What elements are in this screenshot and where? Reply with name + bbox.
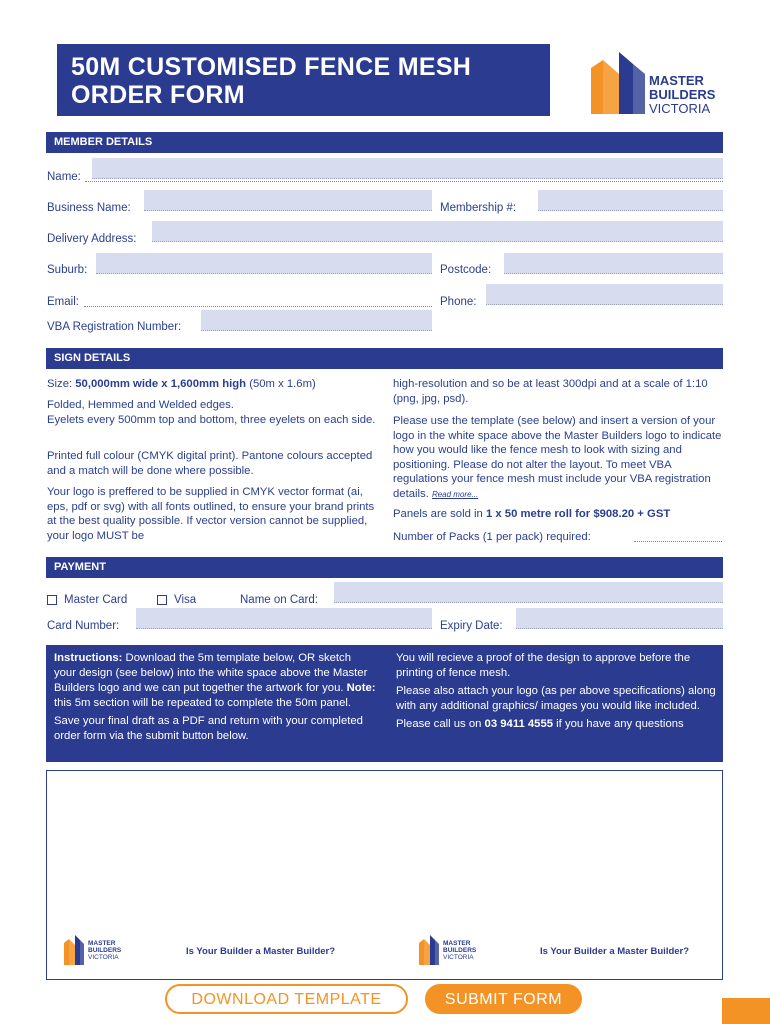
download-template-button[interactable]: DOWNLOAD TEMPLATE: [165, 984, 408, 1014]
packs-label: Number of Packs (1 per pack) required:: [393, 531, 591, 543]
instructions-text: Instructions: Download the 5m template below, OR sketch your design (see below) into the white space above the Master Builders logo and we can put together the artwork for you. Note: this 5m section will be repeated to complete the 50m panel. Save your final draft as a PDF and return with your completed order form via the submit button below.: [54, 652, 376, 742]
visa-label: Visa: [174, 594, 197, 606]
delivery-address-label: Delivery Address:: [47, 233, 137, 245]
name-on-card-input[interactable]: [334, 582, 723, 603]
vba-input[interactable]: [201, 310, 432, 331]
phone-label: Phone:: [440, 296, 477, 308]
size-text: Size: 50,000mm wide x 1,600mm high (50m x 1.6m): [47, 378, 316, 390]
logo-mark-icon: [63, 934, 85, 966]
name-on-card-label: Name on Card:: [240, 594, 318, 606]
instructions-panel: [46, 645, 723, 762]
tagline-right: Is Your Builder a Master Builder?: [540, 946, 690, 957]
email-label: Email:: [47, 296, 79, 308]
mini-logo-right: MASTER BUILDERS VICTORIA: [418, 934, 488, 970]
template-instructions-text: Please use the template (see below) and insert a version of your logo in the white space above the Master Builders logo to indicate how you would like the fence mesh to look with sizing and positioning. Please do not alter the layout. To meet VBA regulations your fence mesh must include your VBA registration details. Read more...: [393, 415, 722, 500]
name-input[interactable]: [92, 158, 723, 179]
postcode-input[interactable]: [504, 253, 723, 274]
master-builders-logo: MASTER BUILDERS VICTORIA: [589, 50, 729, 120]
eyelets-text: Eyelets every 500mm top and bottom, three eyelets on each side.: [47, 414, 376, 426]
sign-details-heading: SIGN DETAILS: [46, 348, 723, 369]
title-banner: [57, 44, 550, 116]
colour-text: Printed full colour (CMYK digital print). Pantone colours accepted and a match will be done where possible.: [47, 450, 373, 477]
page-title: 50M CUSTOMISED FENCE MESH ORDER FORM: [71, 53, 472, 109]
name-label: Name:: [47, 171, 81, 183]
packs-input[interactable]: [634, 541, 722, 542]
delivery-address-input[interactable]: [152, 221, 723, 242]
panels-text: Panels are sold in 1 x 50 metre roll for $908.20 + GST: [393, 508, 671, 520]
suburb-input[interactable]: [96, 253, 432, 274]
resolution-text: high-resolution and so be at least 300dpi and at a scale of 1:10 (png, jpg, psd).: [393, 378, 708, 405]
logo-format-text: Your logo is preffered to be supplied in CMYK vector format (ai, eps, pdf or svg) with all fonts outlined, to ensure your brand prints at the best quality possible. If vector version cannot be supplied, your logo MUST be: [47, 486, 375, 542]
membership-label: Membership #:: [440, 202, 517, 214]
business-name-label: Business Name:: [47, 202, 131, 214]
corner-accent: [722, 998, 770, 1024]
read-more-link[interactable]: Read more...: [431, 489, 479, 499]
proof-info-text: You will recieve a proof of the design to approve before the printing of fence mesh. Please also attach your logo (as per above specifications) along with any additional graphics/ images you would like included. Please call us on 03 9411 4555 if you have any questions: [396, 652, 716, 730]
tagline-left: Is Your Builder a Master Builder?: [186, 946, 336, 957]
logo-mark-icon: [418, 934, 440, 966]
vba-label: VBA Registration Number:: [47, 321, 182, 333]
member-details-heading: MEMBER DETAILS: [46, 132, 723, 153]
card-number-input[interactable]: [136, 608, 432, 629]
membership-input[interactable]: [538, 190, 723, 211]
visa-checkbox[interactable]: [157, 595, 167, 605]
business-name-input[interactable]: [144, 190, 432, 211]
card-number-label: Card Number:: [47, 620, 120, 632]
mastercard-checkbox[interactable]: [47, 595, 57, 605]
payment-heading: PAYMENT: [46, 557, 723, 578]
mini-logo-left: MASTER BUILDERS VICTORIA: [63, 934, 133, 970]
expiry-date-label: Expiry Date:: [440, 620, 503, 632]
postcode-label: Postcode:: [440, 264, 492, 276]
phone-input[interactable]: [486, 284, 723, 305]
suburb-label: Suburb:: [47, 264, 88, 276]
finish-text: Folded, Hemmed and Welded edges.: [47, 399, 234, 411]
submit-form-button[interactable]: SUBMIT FORM: [425, 984, 582, 1014]
mastercard-label: Master Card: [64, 594, 128, 606]
logo-mark-icon: [589, 50, 647, 116]
expiry-date-input[interactable]: [516, 608, 723, 629]
